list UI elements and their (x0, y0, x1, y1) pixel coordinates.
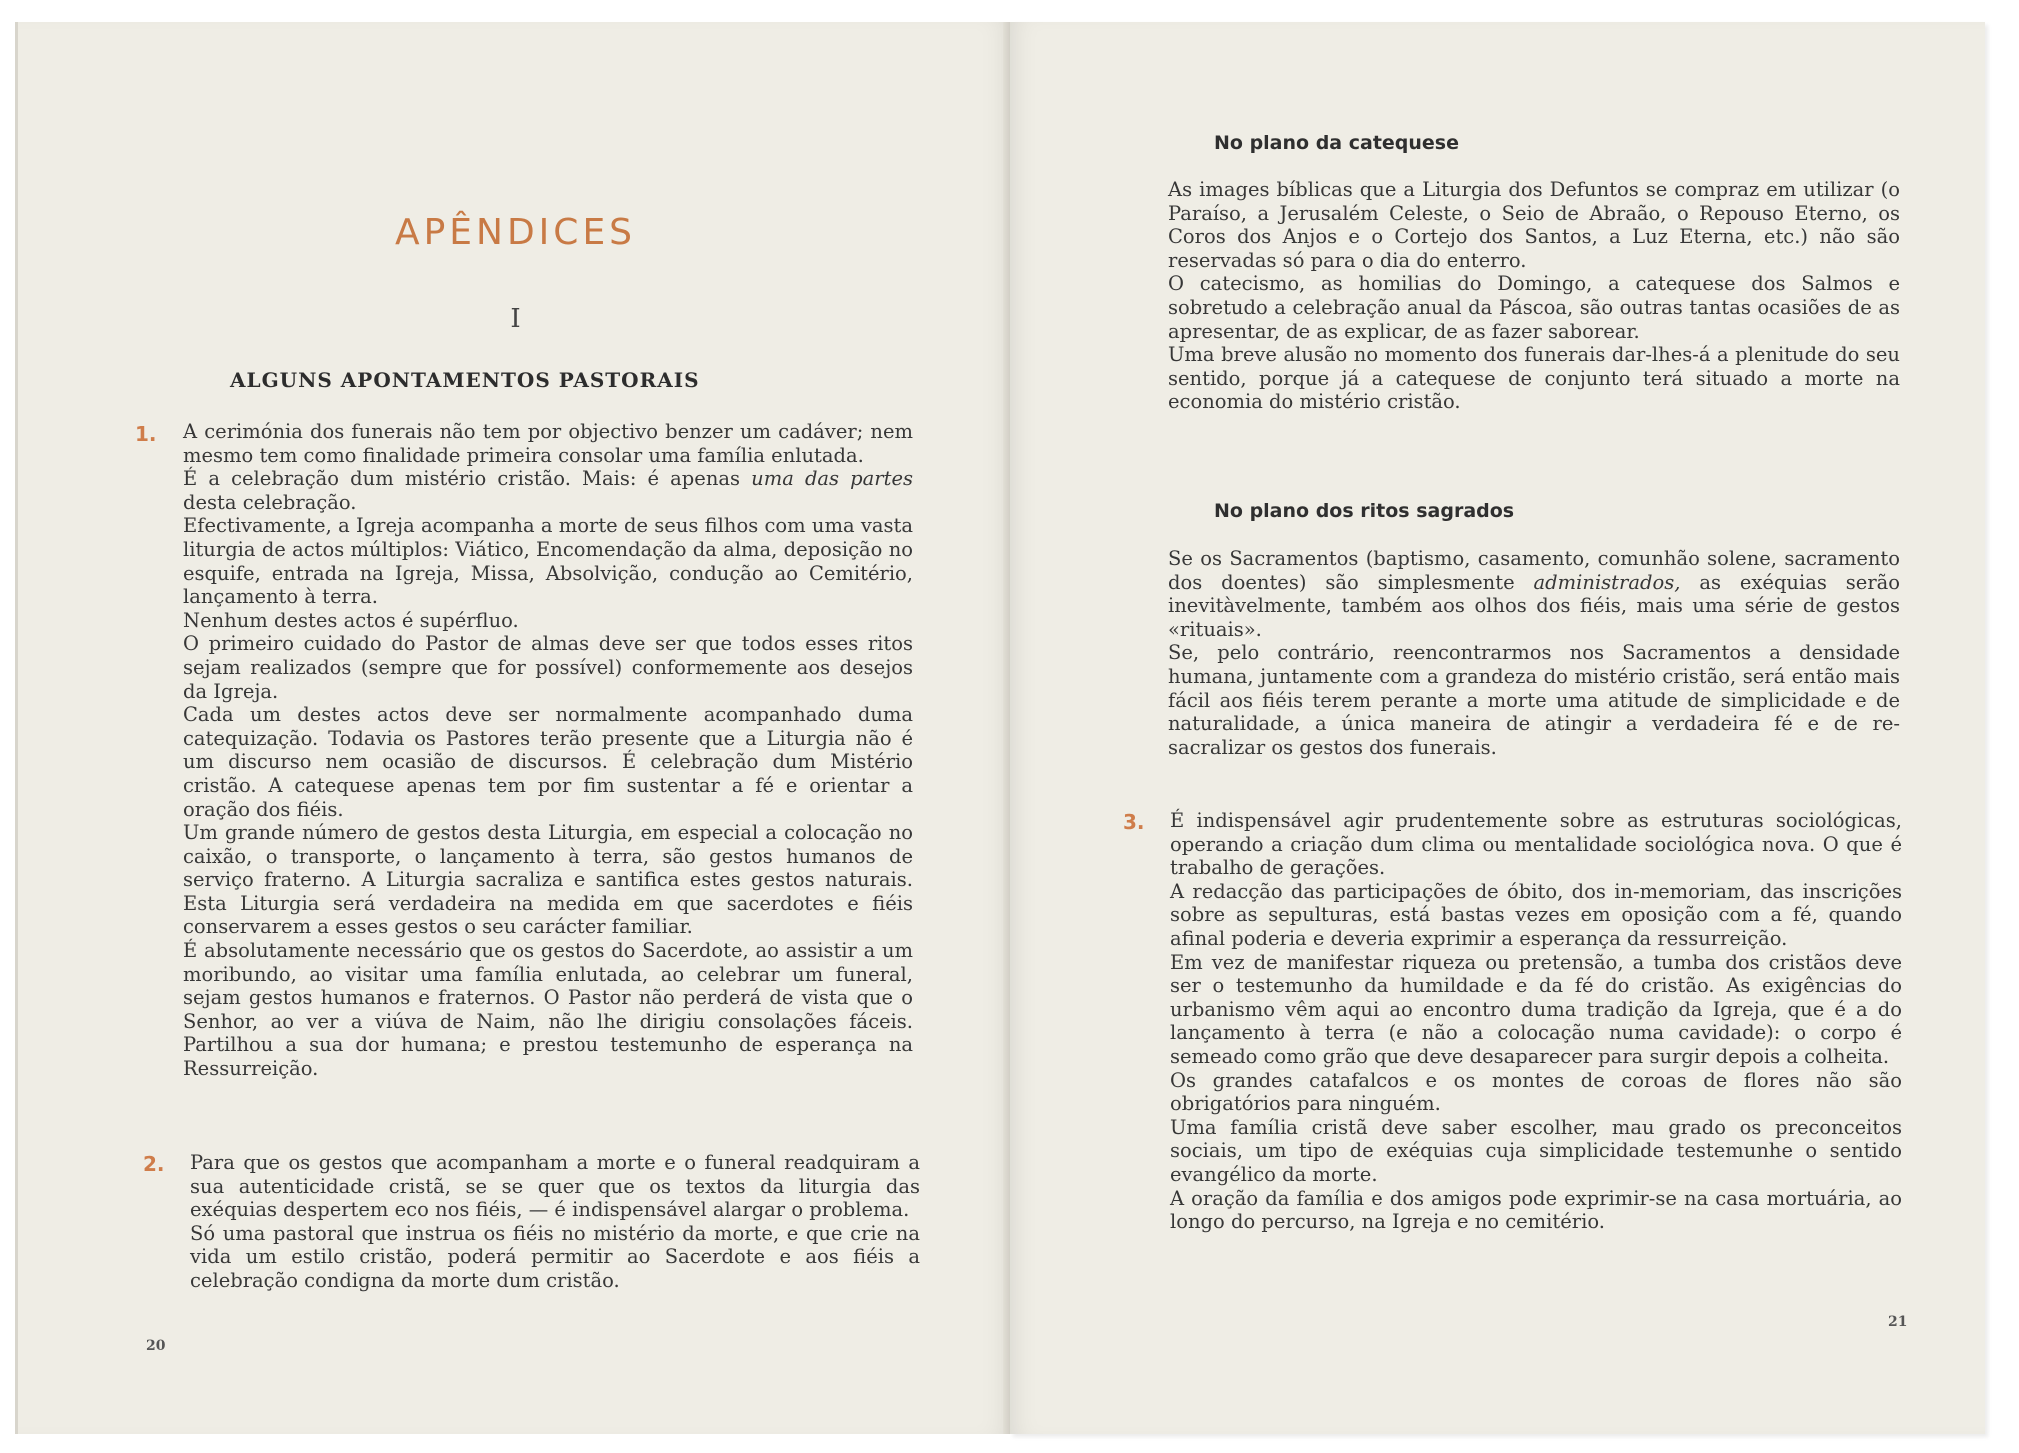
paragraph: Só uma pastoral que instrua os fiéis no mistério da morte, e que crie na vida um estilo cristão, poderá permitir ao Sacerdote e aos fiéis a celebração condigna da morte dum cristão. (190, 1221, 920, 1292)
paragraph: As images bíblicas que a Liturgia dos Defuntos se compraz em utilizar (o Paraíso, a Jerusalém Celeste, o Seio de Abraão, o Repouso Eterno, os Coros dos Anjos e o Cortejo dos Santos, a Luz Eterna, etc.) não são reservadas só para o dia do enterro. (1168, 178, 1900, 272)
paragraph: Cada um destes actos deve ser normalmente acompanhado duma catequização. Todavia os Pastores terão presente que a Liturgia não é um discurso nem ocasião de discursos. É celebração dum Mistério cristão. A catequese apenas tem por fim sustentar a fé e orientar a oração dos fiéis. (183, 703, 913, 821)
paragraph: A oração da família e dos amigos pode exprimir-se na casa mortuária, ao longo do percurso, na Igreja e no cemitério. (1170, 1186, 1902, 1234)
item-number-1: 1. (135, 422, 157, 446)
paragraph (183, 467, 913, 514)
right-page (1010, 22, 1985, 1434)
item-1-text (183, 420, 913, 1081)
item-number-3: 3. (1123, 810, 1145, 834)
text-run: É a celebração dum mistério cristão. Mais: é apenas (183, 467, 752, 491)
paragraph: O catecismo, as homilias do Domingo, a catequese dos Salmos e sobretudo a celebração anual da Páscoa, são outras tantas ocasiões de as apresentar, de as explicar, de as fazer saborear. (1168, 272, 1900, 343)
subheading-ritos: No plano dos ritos sagrados (1214, 500, 1515, 522)
emphasis: administrados, (1533, 570, 1681, 594)
page-number: 20 (146, 1338, 166, 1354)
page-number: 21 (1888, 1314, 1908, 1330)
item-number-2: 2. (143, 1152, 165, 1176)
item-2-text (190, 1151, 920, 1293)
paragraph (1168, 547, 1900, 641)
paragraph: Para que os gestos que acompanham a morte e o funeral readquiram a sua autenticidade cristã, se se quer que os textos da liturgia das exéquias despertem eco nos fiéis, — é indispensável alargar o problema. (190, 1151, 920, 1222)
text-run: desta celebração. (183, 490, 357, 514)
paragraph: Em vez de manifestar riqueza ou pretensão, a tumba dos cristãos deve ser o testemunho da humildade e da fé do cristão. As exigências do urbanismo vêm aqui ao encontro duma tradição da Igreja, que é a do lançamento à terra (e não a colocação numa cavidade): o corpo é semeado como grão que deve desaparecer para surgir depois a colheita. (1170, 950, 1902, 1068)
paragraph: A cerimónia dos funerais não tem por objectivo benzer um cadáver; nem mesmo tem como finalidade primeira consolar uma família enlutada. (183, 420, 913, 467)
ritos-text (1168, 547, 1900, 759)
text-run: as exéquias serão inevitàvelmente, também aos olhos dos fiéis, mais uma série de gestos «rituais». (1168, 570, 1901, 641)
item-3-text (1170, 809, 1902, 1234)
paragraph: Nenhum destes actos é supérfluo. (183, 608, 519, 632)
paragraph: Uma família cristã deve saber escolher, mau grado os preconceitos sociais, um tipo de exéquias cuja simplicidade testemunhe o sentido evangélico da morte. (1170, 1115, 1902, 1186)
paragraph: É indispensável agir prudentemente sobre as estruturas sociológicas, operando a criação dum clima ou mentalidade sociológica nova. O que é trabalho de gerações. (1170, 809, 1902, 880)
subheading-catequese: No plano da catequese (1214, 132, 1459, 154)
appendix-title: APÊNDICES (394, 212, 637, 253)
appendix-number: I (510, 304, 521, 334)
paragraph: O primeiro cuidado do Pastor de almas deve ser que todos esses ritos sejam realizados (sempre que for possível) conformemente aos desejos da Igreja. (183, 632, 913, 703)
section-heading: ALGUNS APONTAMENTOS PASTORAIS (230, 368, 700, 392)
paragraph: Se, pelo contrário, reencontrarmos nos Sacramentos a densidade humana, juntamente com a grandeza do mistério cristão, será então mais fácil aos fiéis terem perante a morte uma atitude de simplicidade e de naturalidade, a única maneira de atingir a verdadeira fé e de re-sacralizar os gestos dos funerais. (1168, 641, 1900, 759)
book-spread (15, 22, 1985, 1434)
emphasis: uma das partes (751, 467, 913, 491)
paragraph: Uma breve alusão no momento dos funerais dar-lhes-á a plenitude do seu sentido, porque já a catequese de conjunto terá situado a morte na economia do mistério cristão. (1168, 343, 1900, 414)
left-page (15, 22, 1010, 1434)
paragraph: Efectivamente, a Igreja acompanha a morte de seus filhos com uma vasta liturgia de actos múltiplos: Viático, Encomendação da alma, deposição no esquife, entrada na Igreja, Missa, Absolvição, condução ao Cemitério, lançamento à terra. (183, 514, 913, 609)
paragraph: Os grandes catafalcos e os montes de coroas de flores não são obrigatórios para ninguém. (1170, 1068, 1902, 1116)
catequese-text (1168, 178, 1900, 414)
paragraph: É absolutamente necessário que os gestos do Sacerdote, ao assistir a um moribundo, ao visitar uma família enlutada, ao celebrar um funeral, sejam gestos humanos e fraternos. O Pastor não perderá de vista que o Senhor, ao ver a viúva de Naim, não lhe dirigiu consolações fáceis. Partilhou a sua dor humana; e prestou testemunho de esperança na Ressurreição. (183, 939, 913, 1081)
paragraph: Um grande número de gestos desta Liturgia, em especial a colocação no caixão, o transporte, o lançamento à terra, são gestos humanos de serviço fraterno. A Liturgia sacraliza e santifica estes gestos naturais. Esta Liturgia será verdadeira na medida em que sacerdotes e fiéis conservarem a esses gestos o seu carácter familiar. (183, 821, 913, 939)
text-run: Se os Sacramentos (baptismo, casamento, comunhão solene, sacramento dos doentes) são simplesmente (1168, 547, 1900, 594)
paragraph: A redacção das participações de óbito, dos in-memoriam, das inscrições sobre as sepulturas, está bastas vezes em oposição com a fé, quando afinal poderia e deveria exprimir a esperança da ressurreição. (1170, 879, 1902, 950)
